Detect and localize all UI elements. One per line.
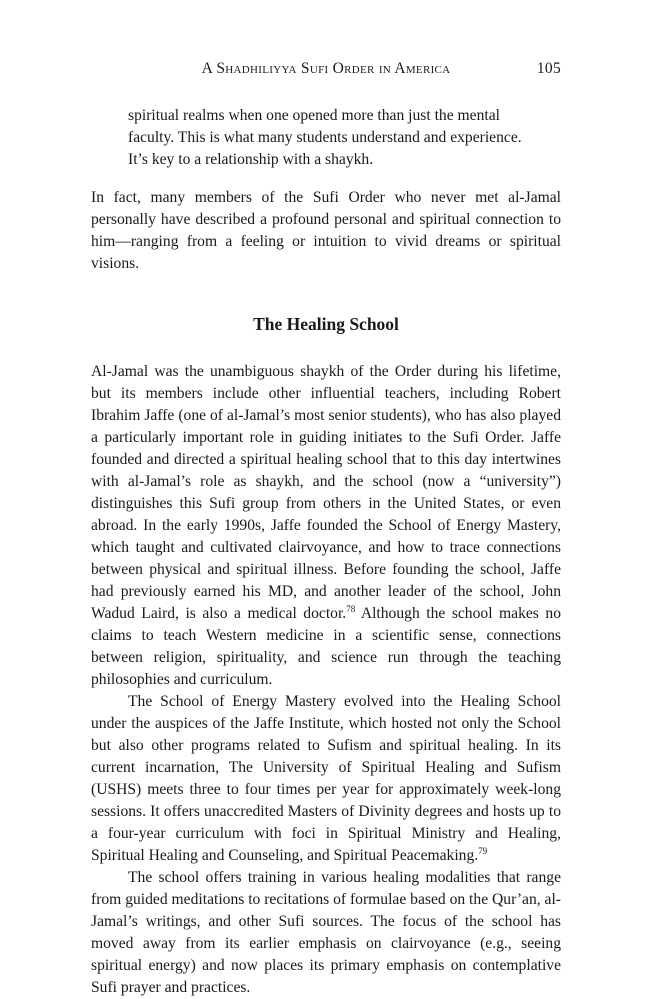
block-quote <box>128 105 561 171</box>
footnote-marker-79: 79 <box>478 846 488 856</box>
block-quote-line: It’s key to a relationship with a shaykh. <box>128 151 374 168</box>
paragraph-healing-school-intro <box>91 361 561 691</box>
paragraph-text: Although the school makes no claims to teach Western medicine in a scientific sense, connections between religion, spirituality, and science run through the teaching philosophies and curriculum. <box>91 605 561 688</box>
block-quote-line: spiritual realms when one opened more than just the mental <box>128 107 500 124</box>
block-quote-line: faculty. This is what many students understand and experience. <box>128 129 522 146</box>
paragraph-energy-mastery <box>91 691 561 867</box>
page-number: 105 <box>536 60 561 77</box>
running-head <box>91 60 561 80</box>
paragraph-text: The School of Energy Mastery evolved into the Healing School under the auspices of the Jaffe Institute, which hosted not only the School but also other programs related to Sufism and spiritual healing. In its current incarnation, The University of Spiritual Healing and Sufism (USHS) meets three to four times per year for approximately week-long sessions. It offers unaccredited Masters of Divinity degrees and hosts up to a four-year curriculum with foci in Spiritual Ministry and Healing, Spiritual Healing and Counseling, and Spiritual Peacemaking. <box>91 693 561 864</box>
section-heading: The Healing School <box>253 314 399 334</box>
running-title: A Shadhiliyya Sufi Order in America <box>201 60 451 77</box>
body-text <box>91 105 561 999</box>
book-page <box>91 0 561 996</box>
footnote-marker-78: 78 <box>346 604 356 614</box>
paragraph-text: Al-Jamal was the unambiguous shaykh of the Order during his lifetime, but its members include other influential teachers, including Robert Ibrahim Jaffe (one of al-Jamal’s most senior students), who has also played a particularly important role in guiding initiates to the Sufi Order. Jaffe founded and directed a spiritual healing school that to this day intertwines with al-Jamal’s role as shaykh, and the school (now a “university”) distinguishes this Sufi group from others in the United States, or even abroad. In the early 1990s, Jaffe founded the School of Energy Mastery, which taught and cultivated clairvoyance, and how to trace connections between physical and spiritual illness. Before founding the school, Jaffe had previously earned his MD, and another leader of the school, John Wadud Laird, is also a medical doctor. <box>91 363 561 622</box>
paragraph-training-modalities: The school offers training in various healing modalities that range from guided meditations to recitations of formulae based on the Qur’an, al-Jamal’s writings, and other Sufi sources. The focus of the school has moved away from its earlier emphasis on clairvoyance (e.g., seeing spiritual energy) and now places its primary emphasis on contemplative Sufi prayer and practices. <box>91 869 561 996</box>
paragraph-members-connection: In fact, many members of the Sufi Order who never met al-Jamal personally have described a profound personal and spiritual connection to him—ranging from a feeling or intuition to vivid dreams or spiritual visions. <box>91 189 561 272</box>
